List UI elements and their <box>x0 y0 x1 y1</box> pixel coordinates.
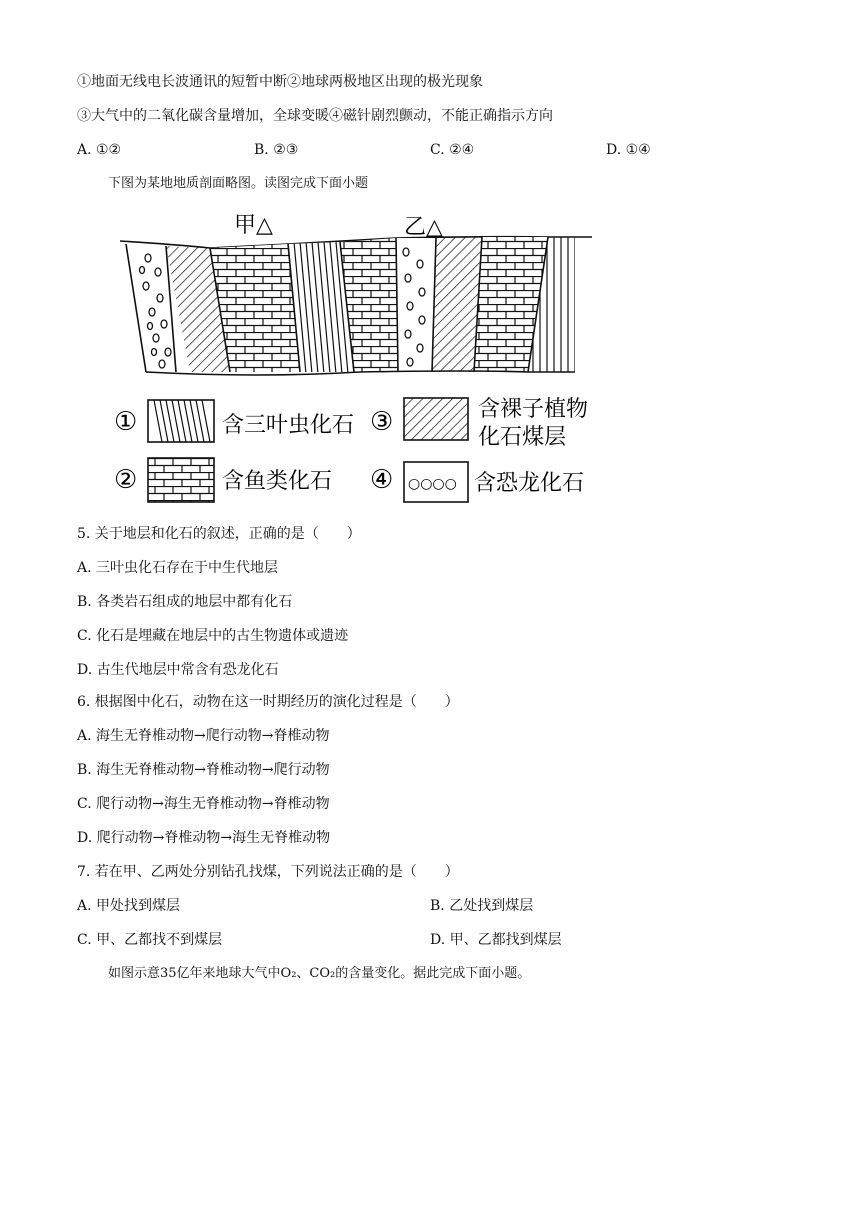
q5-stem: 5. 关于地层和化石的叙述，正确的是（ ） <box>77 526 361 542</box>
q5-option-a: A. 三叶虫化石存在于中生代地层 <box>77 560 279 576</box>
label-jia: 甲△ <box>234 213 273 238</box>
legend-1-number: ① <box>114 407 138 437</box>
geology-cross-section-figure <box>110 206 630 511</box>
q6-option-a: A. 海生无脊椎动物→爬行动物→脊椎动物 <box>77 728 330 744</box>
prev-option-c: C. ②④ <box>430 142 475 158</box>
prev-option-a: A. ①② <box>77 142 122 158</box>
q5-option-d: D. 古生代地层中常含有恐龙化石 <box>77 662 279 678</box>
q7-option-d: D. 甲、乙都找到煤层 <box>430 932 562 948</box>
label-yi: 乙△ <box>404 215 443 240</box>
q6-option-d: D. 爬行动物→脊椎动物→海生无脊椎动物 <box>77 830 331 846</box>
figure-intro: 下图为某地地质剖面略图。读图完成下面小题 <box>108 176 369 191</box>
q6-option-c: C. 爬行动物→海生无脊椎动物→脊椎动物 <box>77 796 330 812</box>
legend-1-symbol <box>148 400 214 442</box>
q6-stem: 6. 根据图中化石，动物在这一时期经历的演化过程是（ ） <box>77 694 459 710</box>
q7-option-b: B. 乙处找到煤层 <box>430 898 534 914</box>
q7-option-a: A. 甲处找到煤层 <box>77 898 181 914</box>
legend-2-text: 含鱼类化石 <box>222 469 333 494</box>
legend-1-text: 含三叶虫化石 <box>222 413 355 438</box>
legend-3-number: ③ <box>370 407 394 437</box>
legend-4-text: 含恐龙化石 <box>474 471 585 496</box>
prev-option-b: B. ②③ <box>254 142 299 158</box>
legend-3-symbol <box>404 398 468 440</box>
legend-2-symbol <box>148 458 214 502</box>
legend-3-text-line2: 化石煤层 <box>478 425 567 450</box>
q6-option-b: B. 海生无脊椎动物→脊椎动物→爬行动物 <box>77 762 330 778</box>
prev-option-d: D. ①④ <box>606 142 651 158</box>
legend-2-number: ② <box>114 465 138 495</box>
svg-text:○○○○: ○○○○ <box>408 476 457 492</box>
q7-option-c: C. 甲、乙都找不到煤层 <box>77 932 223 948</box>
q5-option-b: B. 各类岩石组成的地层中都有化石 <box>77 594 293 610</box>
q5-option-c: C. 化石是埋藏在地层中的古生物遗体或遗迹 <box>77 628 349 644</box>
chart-intro: 如图示意35亿年来地球大气中O₂、CO₂的含量变化。据此完成下面小题。 <box>108 966 531 981</box>
legend-4-number: ④ <box>370 465 394 495</box>
prev-question-line1: ①地面无线电长波通讯的短暂中断②地球两极地区出现的极光现象 <box>77 74 483 90</box>
q7-stem: 7. 若在甲、乙两处分别钻孔找煤，下列说法正确的是（ ） <box>77 864 459 880</box>
prev-question-line2: ③大气中的二氧化碳含量增加，全球变暖④磁针剧烈颤动，不能正确指示方向 <box>77 108 553 124</box>
legend-4-symbol <box>404 462 468 502</box>
legend-3-text-line1: 含裸子植物 <box>478 397 589 422</box>
